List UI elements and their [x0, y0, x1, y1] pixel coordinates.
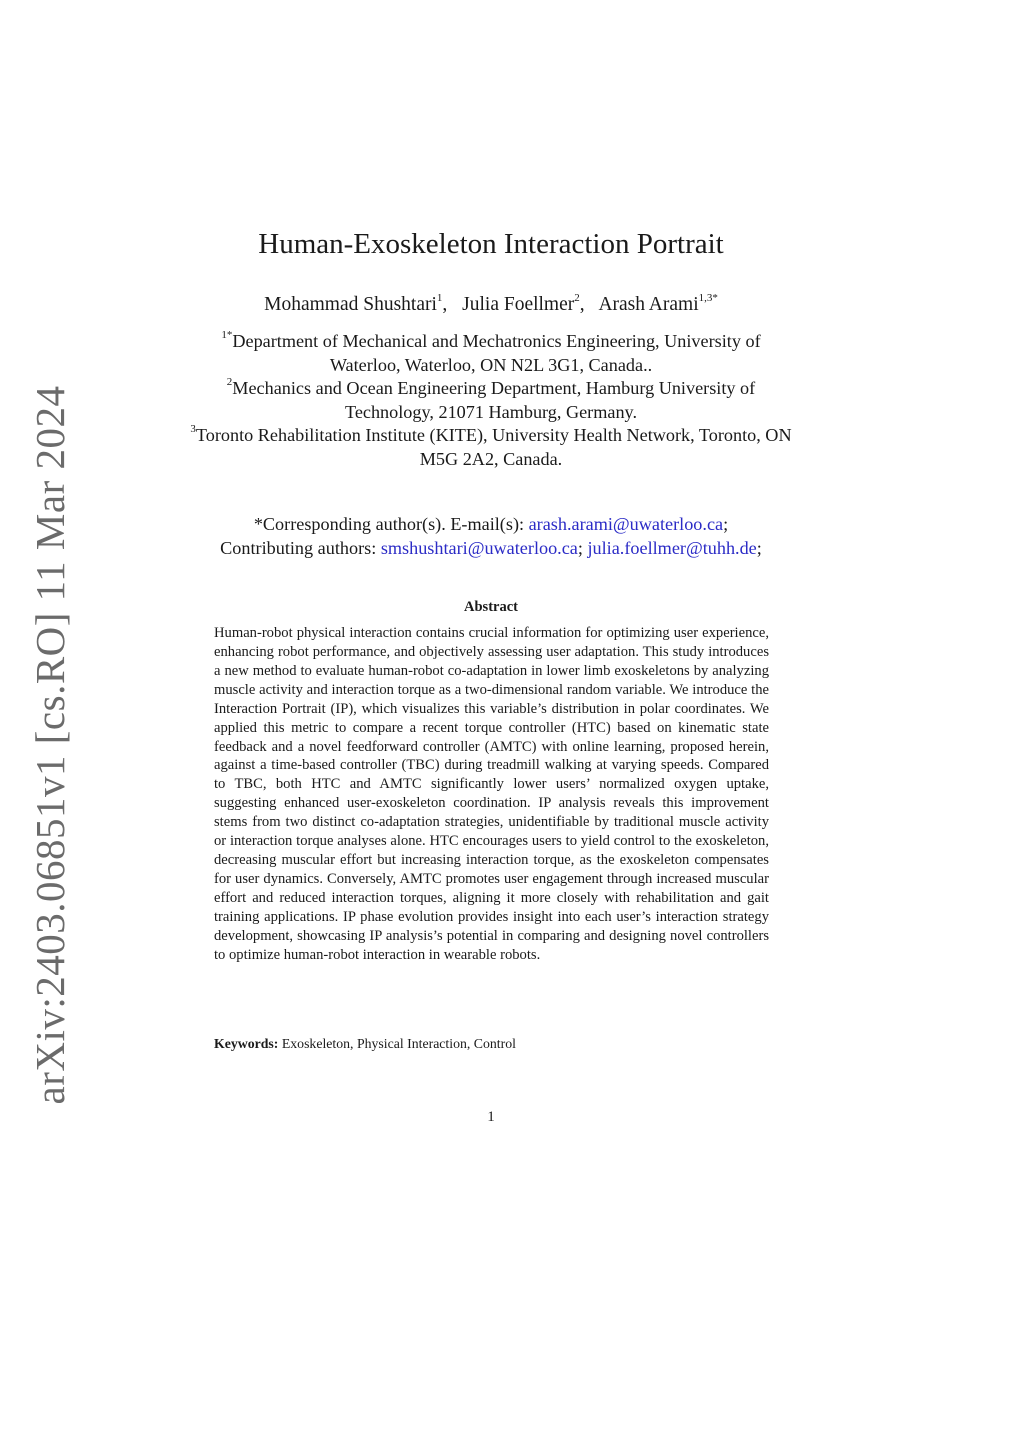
author-2: Julia Foellmer$^2$: [462, 292, 580, 315]
arxiv-identifier-stamp: arXiv:2403.06851v1 [cs.RO] 11 Mar 2024: [27, 385, 73, 1105]
corresponding-author-line: *Corresponding author(s). E-mail(s): arash.arami@uwaterloo.ca;: [253, 514, 729, 534]
affiliation-1: $^{1*}$Department of Mechanical and Mechatronics Engineering, University of Waterloo, Waterloo, ON N2L 3G1, Canada..: [221, 329, 761, 375]
corresponding-email-link[interactable]: arash.arami@uwaterloo.ca: [528, 514, 724, 534]
keywords-line: [214, 1036, 769, 1052]
paper-title: Human-Exoskeleton Interaction Portrait: [258, 228, 724, 260]
page-number: 1: [487, 1109, 495, 1125]
author-1: Mohammad Shushtari$^1$: [264, 292, 443, 315]
author-list: Mohammad Shushtari$^1$, Julia Foellmer$^2$, Arash Arami$^{1,3*}$: [264, 292, 718, 315]
keywords-label: Keywords:: [214, 1036, 279, 1051]
contributing-email-link-1[interactable]: smshushtari@uwaterloo.ca: [380, 538, 578, 558]
correspondence-block: [150, 512, 832, 560]
keywords-text: Exoskeleton, Physical Interaction, Control: [278, 1036, 516, 1051]
affiliation-list: [190, 330, 792, 471]
abstract-body: Human-robot physical interaction contains crucial information for optimizing user experience, enhancing robot performance, and objectively assessing user adaptation. This study introduces a new method to evaluate human-robot co-adaptation in lower limb exoskeletons by analyzing muscle activity and interaction torque as a two-dimensional random variable. We introduce the Interaction Portrait (IP), which visualizes this variable’s distribution in polar coordinates. We applied this metric to compare a recent torque controller (HTC) based on kinematic state feedback and a novel feedforward controller (AMTC) with online learning, proposed herein, against a time-based controller (TBC) during treadmill walking at varying speeds. Compared to TBC, both HTC and AMTC significantly lower users’ normalized oxygen uptake, suggesting enhanced user-exoskeleton coordination. IP analysis reveals this improvement stems from two distinct co-adaptation strategies, unidentifiable by traditional muscle activity or interaction torque analyses alone. HTC encourages users to yield control to the exoskeleton, decreasing muscular effort but increasing interaction torque, as the exoskeleton compensates for user dynamics. Conversely, AMTC promotes user engagement through increased muscular effort and reduced interaction torques, aligning it more closely with rehabilitation and gait training applications. IP phase evolution provides insight into each user’s interaction strategy development, showcasing IP analysis’s potential in comparing and designing novel controllers to optimize human-robot interaction in wearable robots.: [214, 625, 769, 963]
affiliation-2: $^2$Mechanics and Ocean Engineering Department, Hamburg University of Technology, 21071 Hamburg, Germany.: [226, 376, 756, 422]
author-3: Arash Arami$^{1,3*}$: [598, 292, 718, 315]
contributing-email-link-2[interactable]: julia.foellmer@tuhh.de: [587, 538, 757, 558]
contributing-authors-line: Contributing authors: smshushtari@uwaterloo.ca; julia.foellmer@tuhh.de;: [220, 538, 762, 558]
abstract-heading: Abstract: [464, 599, 518, 615]
affiliation-3: $^3$Toronto Rehabilitation Institute (KITE), University Health Network, Toronto, ON M5G 2A2, Canada.: [190, 423, 792, 469]
